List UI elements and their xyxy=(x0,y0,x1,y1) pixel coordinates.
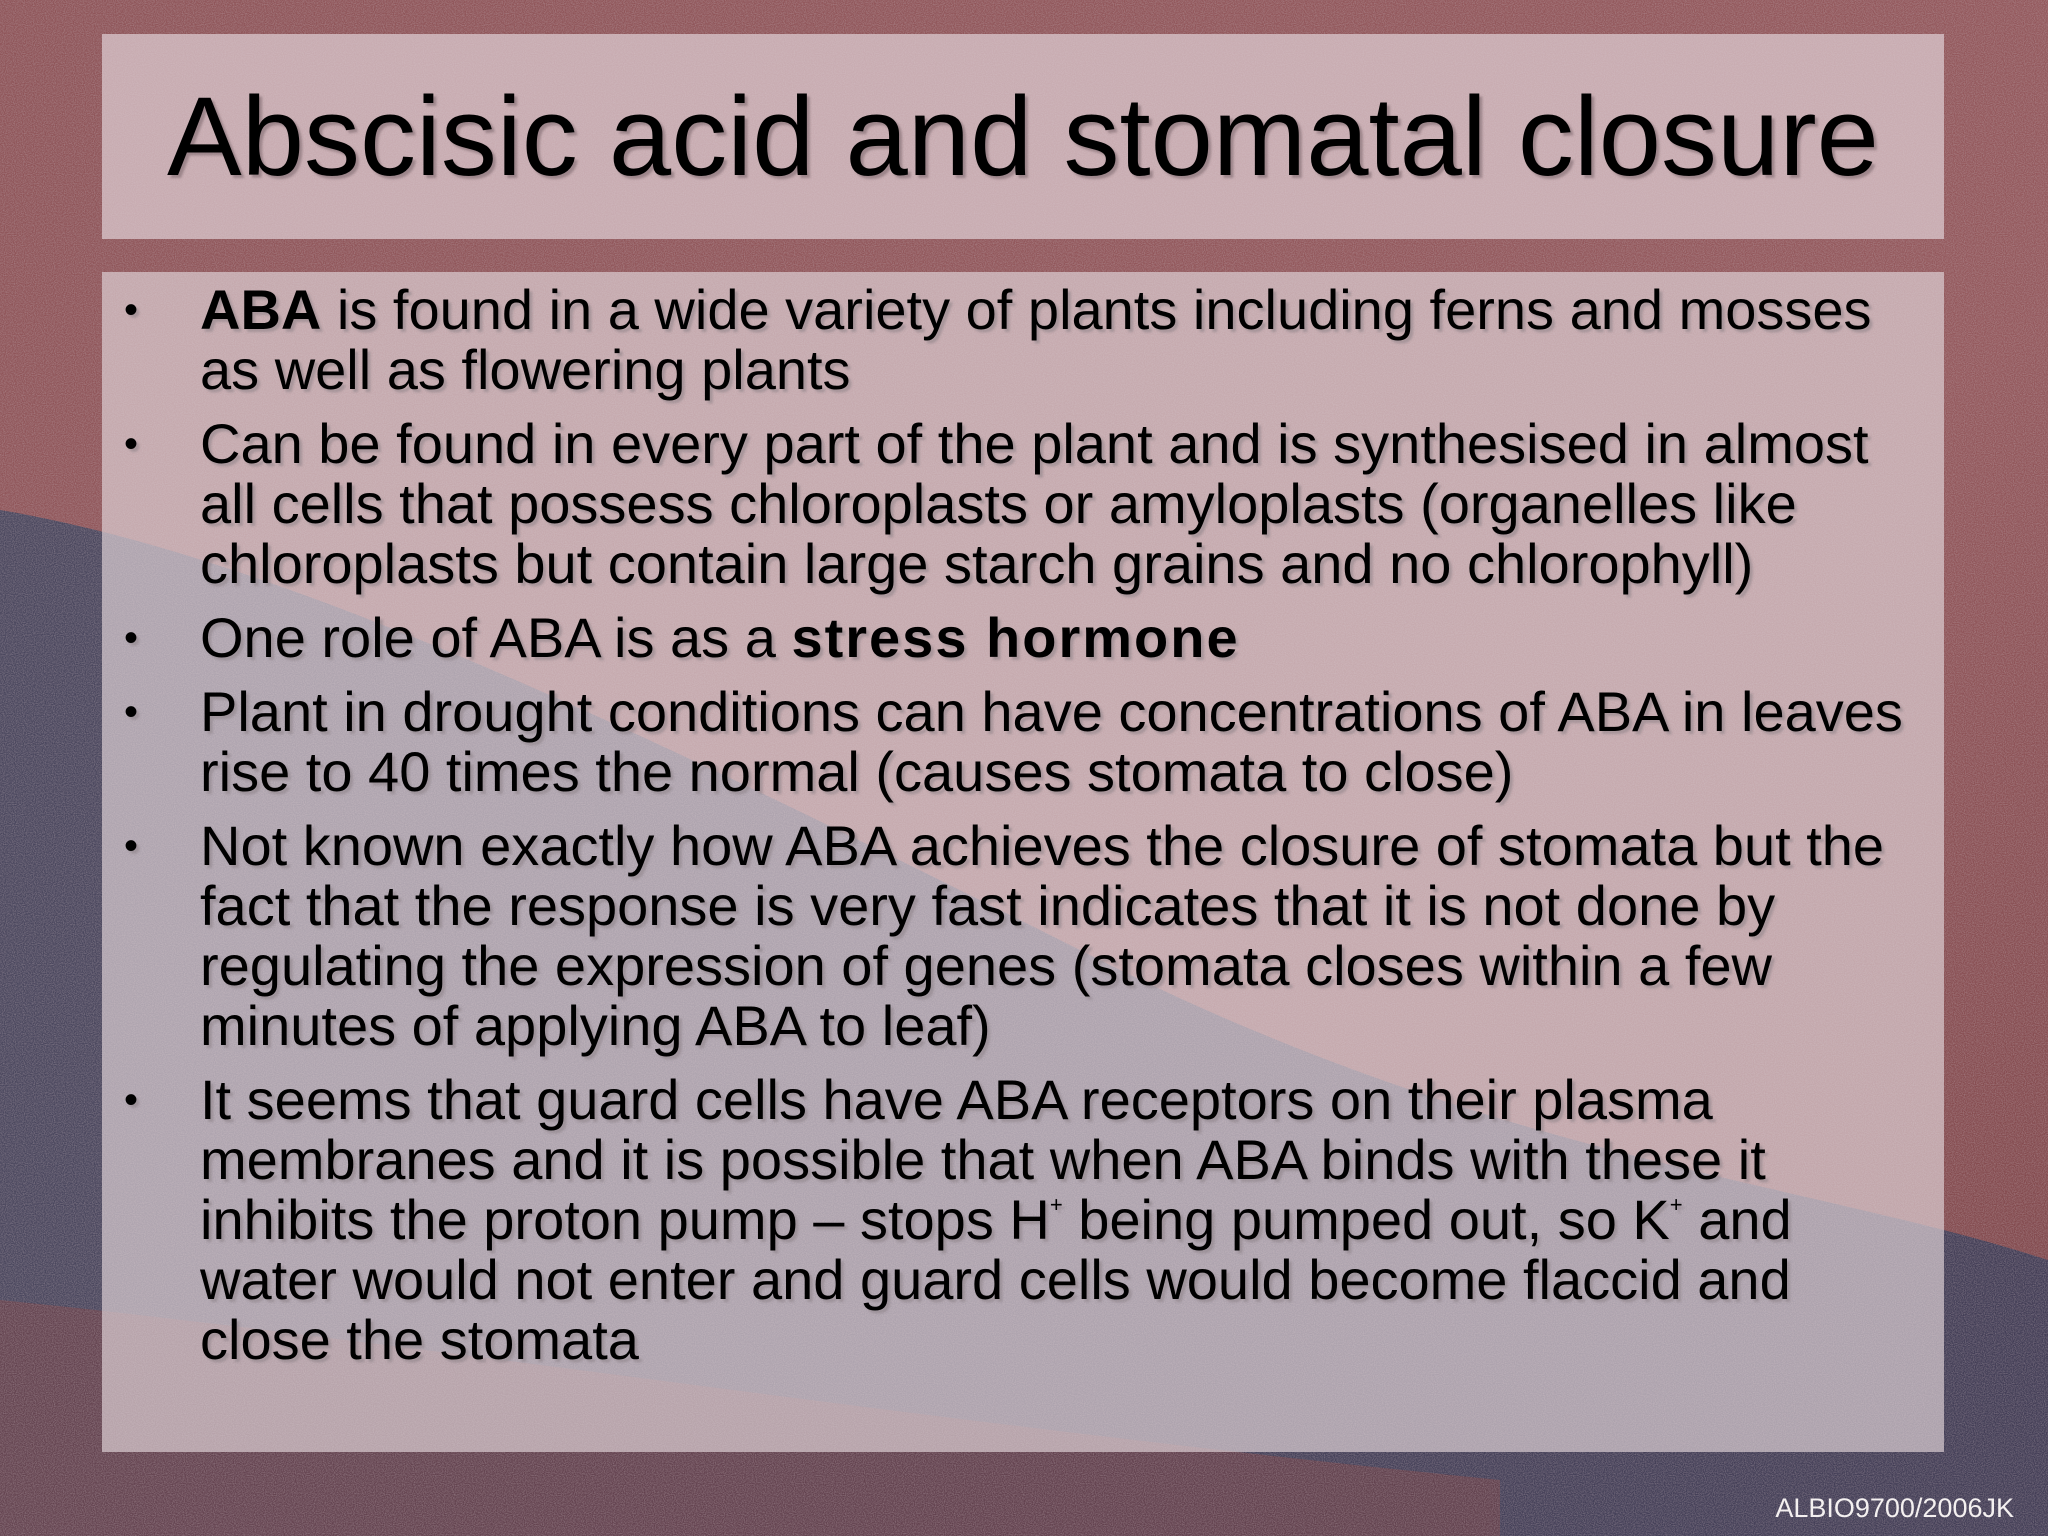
bullet-text xyxy=(200,1070,1924,1370)
footer-code: ALBIO9700/2006JK xyxy=(1775,1493,2014,1523)
superscript-plus: + xyxy=(1669,1192,1683,1217)
bullet-item-stress-hormone xyxy=(102,608,1944,668)
bullet-item-synthesis xyxy=(102,414,1944,594)
bullet-list xyxy=(102,280,1944,1384)
bullet-text-part3: and water would not enter and guard cells would become flaccid and close the stomata xyxy=(200,1188,1792,1371)
bullet-dot-icon: • xyxy=(124,824,139,868)
bullet-text-lead: One role of ABA is as a xyxy=(200,606,792,669)
bold-term: stress hormone xyxy=(791,606,1240,669)
bullet-dot-icon: • xyxy=(124,616,139,660)
bullet-text xyxy=(200,608,1924,668)
bullet-dot-icon: • xyxy=(124,288,139,332)
content-panel xyxy=(102,272,1944,1452)
bullet-text-part2: being pumped out, so K xyxy=(1062,1188,1670,1251)
bullet-text xyxy=(200,280,1924,400)
bullet-item-mechanism xyxy=(102,816,1944,1056)
title-panel xyxy=(102,34,1944,239)
bold-term: ABA xyxy=(200,278,322,341)
superscript-plus: + xyxy=(1049,1192,1063,1217)
bullet-item-aba-found xyxy=(102,280,1944,400)
bullet-dot-icon: • xyxy=(124,1078,139,1122)
bullet-text: Can be found in every part of the plant and is synthesised in almost all cells that possess chloroplasts or amyloplasts (organelles like chloroplasts but contain large starch grains and no chlorophyll) xyxy=(200,412,1869,595)
bullet-text-part1: It seems that guard cells have ABA receptors on their plasma membranes and it is possible that when ABA binds with these it inhibits the proton pump – stops H xyxy=(200,1068,1766,1251)
bullet-text-rest: is found in a wide variety of plants including ferns and mosses as well as flowering plants xyxy=(200,278,1872,401)
bullet-text: Plant in drought conditions can have concentrations of ABA in leaves rise to 40 times the normal (causes stomata to close) xyxy=(200,680,1903,803)
bullet-item-drought xyxy=(102,682,1944,802)
bullet-text: Not known exactly how ABA achieves the closure of stomata but the fact that the response is very fast indicates that it is not done by regulating the expression of genes (stomata closes within a few minutes of applying ABA to leaf) xyxy=(200,814,1885,1057)
bullet-item-guard-cells xyxy=(102,1070,1944,1370)
bullet-dot-icon: • xyxy=(124,422,139,466)
slide-title: Abscisic acid and stomatal closure xyxy=(167,73,1879,199)
bullet-dot-icon: • xyxy=(124,690,139,734)
